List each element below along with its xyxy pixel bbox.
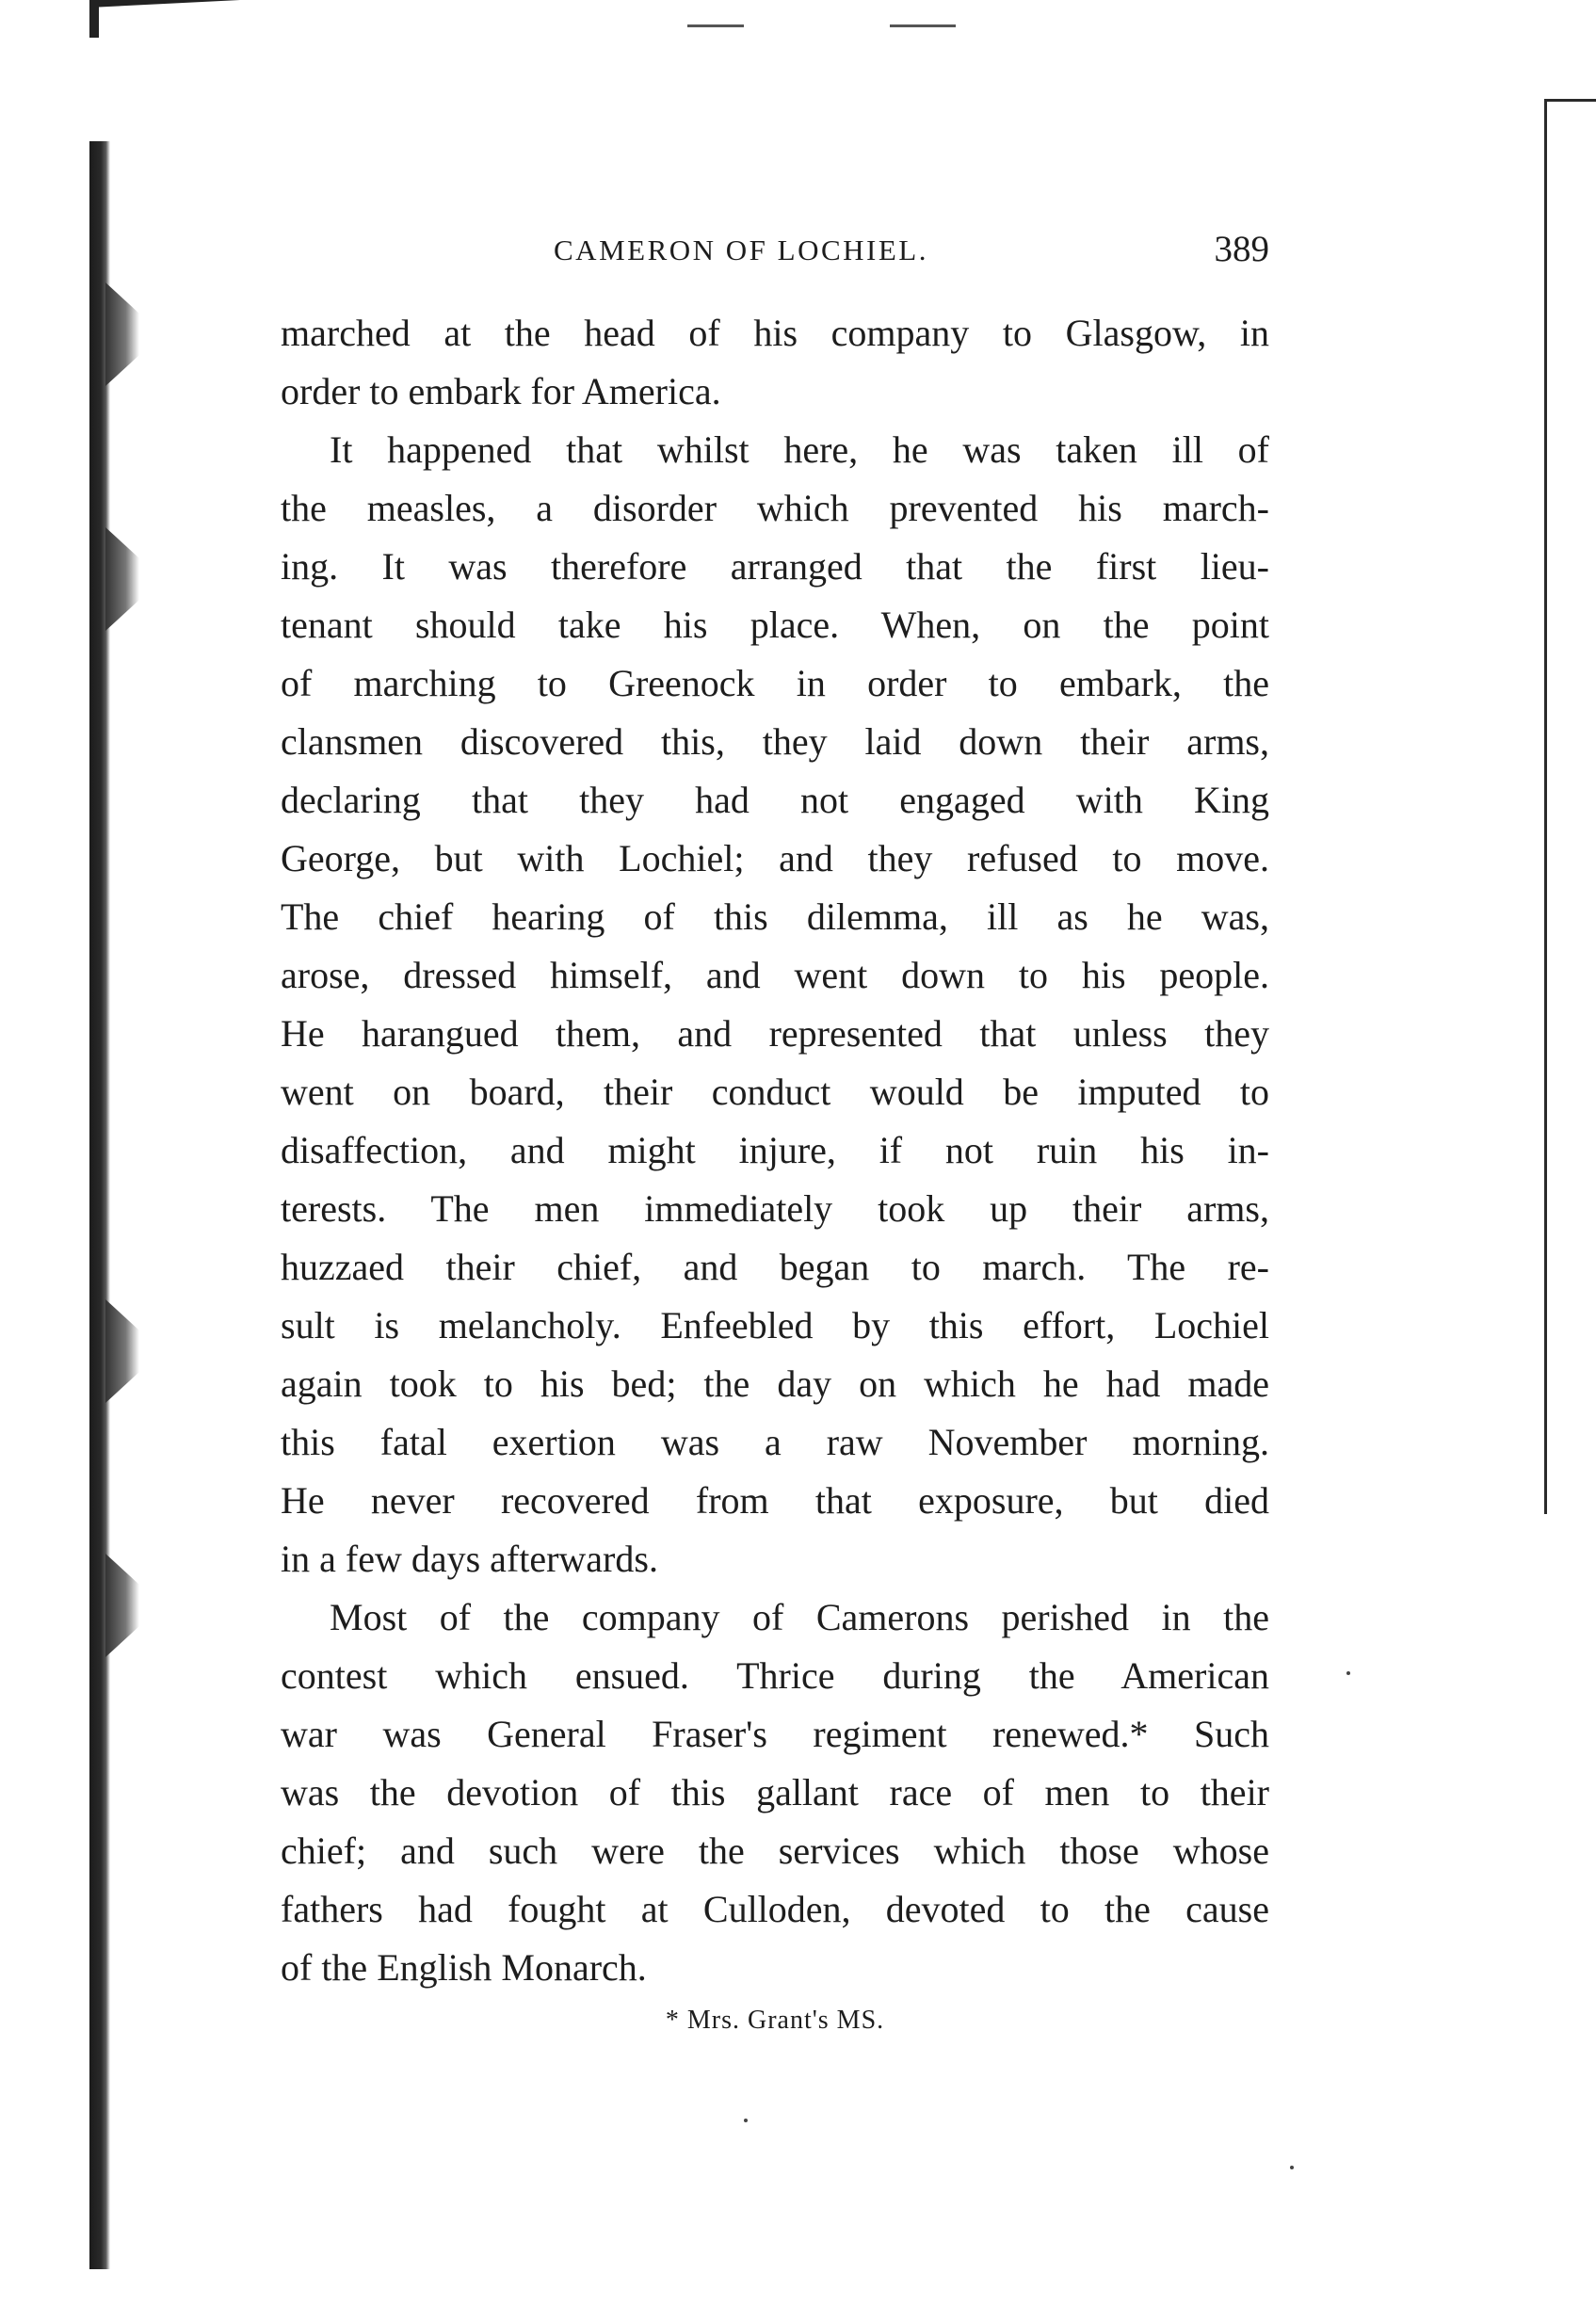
- scan-speck: [1290, 2166, 1294, 2169]
- text-line: went on board, their conduct would be imputed to: [281, 1071, 1269, 1113]
- scan-speck: [1346, 1671, 1350, 1675]
- scan-edge-artifact: [89, 0, 99, 38]
- text-line: of marching to Greenock in order to embark, the: [281, 662, 1269, 704]
- text-line: huzzaed their chief, and began to march. The re-: [281, 1246, 1269, 1288]
- text-line: was the devotion of this gallant race of men to their: [281, 1771, 1269, 1813]
- page-header: [281, 228, 1269, 284]
- text-line: ing. It was therefore arranged that the first lieu-: [281, 545, 1269, 588]
- scan-speck: [744, 2119, 748, 2122]
- scan-speck: [687, 24, 744, 27]
- text-line: arose, dressed himself, and went down to his people.: [281, 954, 1269, 996]
- page-number: 389: [1214, 229, 1269, 269]
- text-line: The chief hearing of this dilemma, ill as he was,: [281, 895, 1269, 938]
- text-line: Most of the company of Camerons perished in the: [330, 1596, 1269, 1638]
- scan-speck: [890, 24, 956, 27]
- text-line: sult is melancholy. Enfeebled by this effort, Lochiel: [281, 1304, 1269, 1346]
- page-frame-line: [1544, 99, 1596, 1514]
- text-line: of the English Monarch.: [281, 1946, 647, 1989]
- binding-shadow: [105, 282, 139, 386]
- text-line: declaring that they had not engaged with King: [281, 779, 1269, 821]
- body-text: [281, 304, 1269, 1997]
- text-line: terests. The men immediately took up their arms,: [281, 1187, 1269, 1230]
- text-line: George, but with Lochiel; and they refused to move.: [281, 837, 1269, 879]
- running-head: CAMERON OF LOCHIEL.: [554, 234, 928, 266]
- scan-edge-artifact: [89, 0, 240, 8]
- text-line: the measles, a disorder which prevented his march-: [281, 487, 1269, 529]
- text-line: disaffection, and might injure, if not ruin his in-: [281, 1129, 1269, 1171]
- text-line: war was General Fraser's regiment renewed.* Such: [281, 1713, 1269, 1755]
- text-line: order to embark for America.: [281, 370, 721, 412]
- text-line: clansmen discovered this, they laid down their arms,: [281, 720, 1269, 763]
- text-line: He harangued them, and represented that unless they: [281, 1012, 1269, 1055]
- text-line: again took to his bed; the day on which he had made: [281, 1362, 1269, 1405]
- footnote: * Mrs. Grant's MS.: [665, 2006, 885, 2035]
- text-line: He never recovered from that exposure, but died: [281, 1479, 1269, 1522]
- binding-shadow: [105, 527, 139, 631]
- text-line: It happened that whilst here, he was taken ill of: [330, 428, 1269, 471]
- text-line: marched at the head of his company to Glasgow, in: [281, 312, 1269, 354]
- text-line: tenant should take his place. When, on the point: [281, 604, 1269, 646]
- binding-shadow: [105, 1554, 139, 1657]
- text-line: this fatal exertion was a raw November morning.: [281, 1421, 1269, 1463]
- text-line: chief; and such were the services which those whose: [281, 1829, 1269, 1872]
- text-line: fathers had fought at Culloden, devoted to the cause: [281, 1888, 1269, 1930]
- binding-shadow: [105, 1299, 139, 1403]
- text-line: contest which ensued. Thrice during the American: [281, 1654, 1269, 1697]
- text-line: in a few days afterwards.: [281, 1538, 658, 1580]
- binding-shadow: [89, 141, 110, 2269]
